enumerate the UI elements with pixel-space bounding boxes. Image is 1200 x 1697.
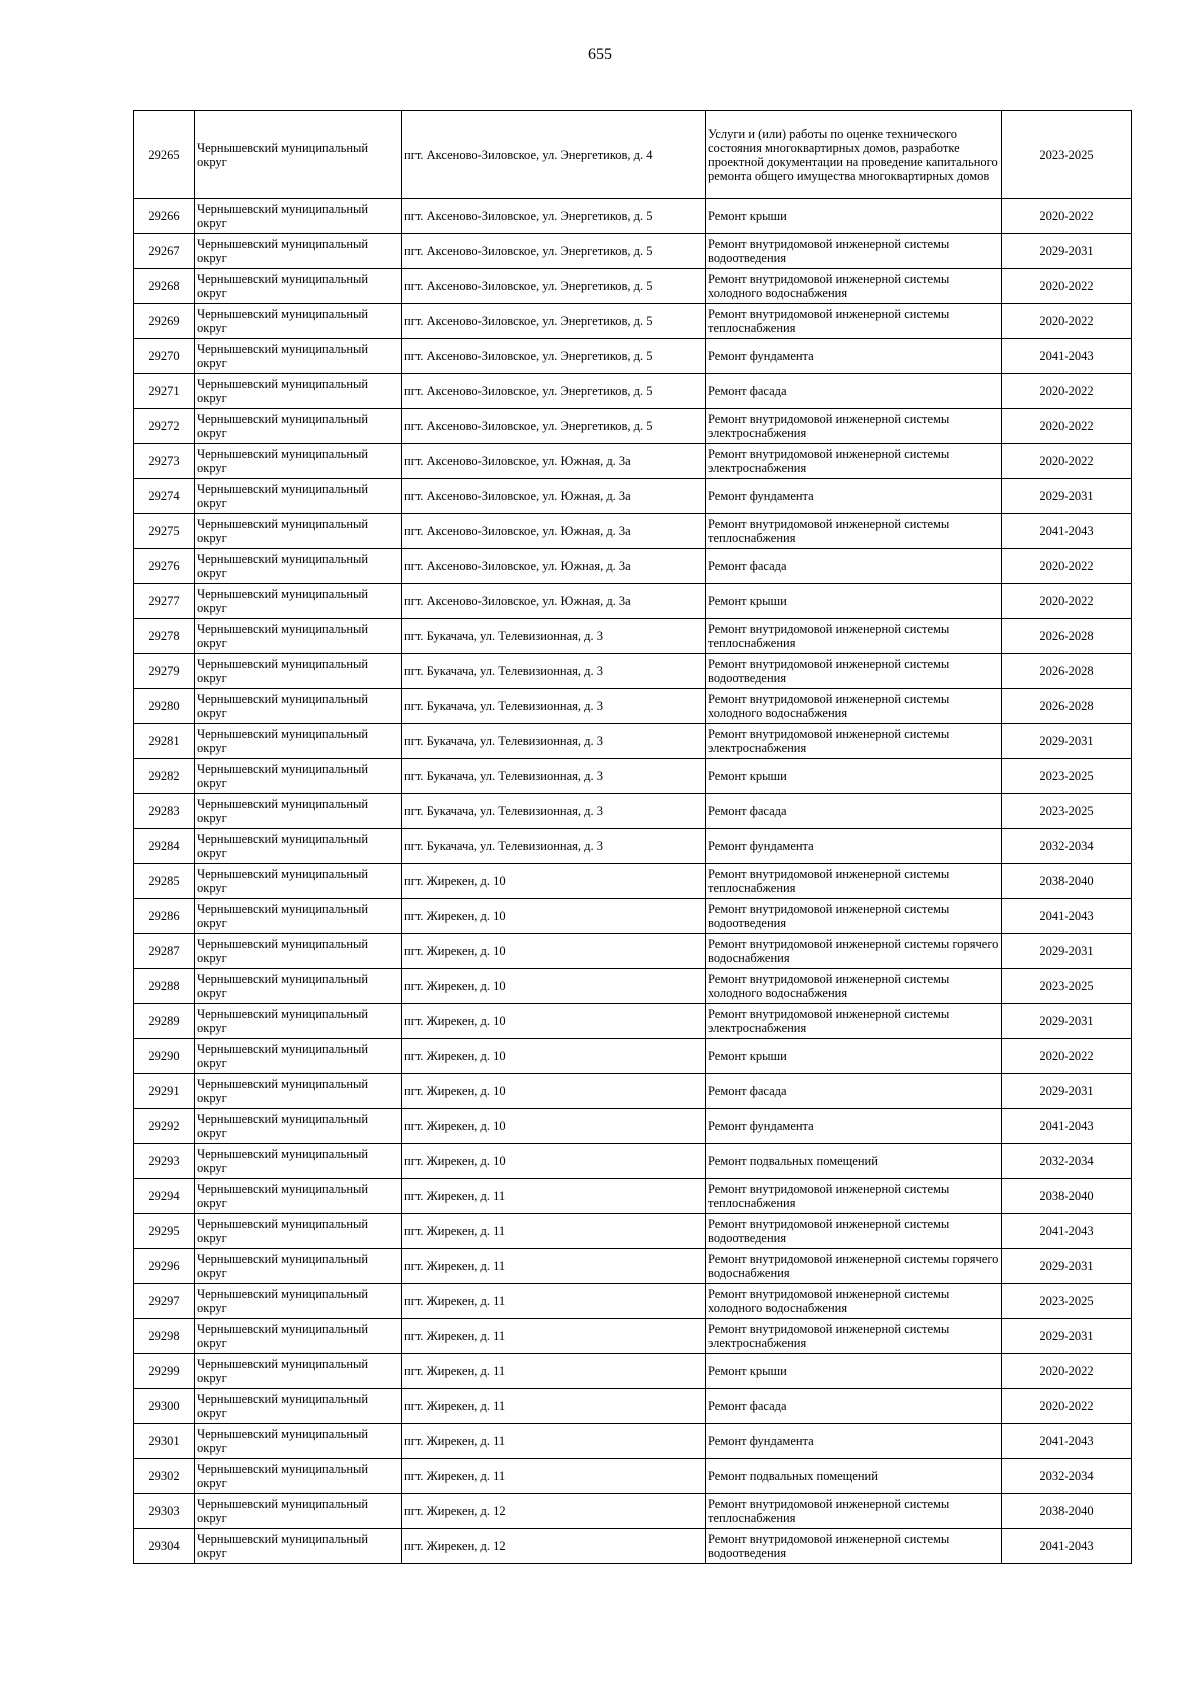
- row-number-cell: 29290: [134, 1039, 195, 1074]
- work-type-cell: Ремонт фундамента: [706, 479, 1002, 514]
- table-row: [134, 1354, 1132, 1389]
- row-number-cell: 29269: [134, 304, 195, 339]
- row-number-cell: 29278: [134, 619, 195, 654]
- district-cell: Чернышевский муниципальный округ: [195, 969, 402, 1004]
- address-cell: пгт. Аксеново-Зиловское, ул. Энергетиков, д. 5: [402, 199, 706, 234]
- address-cell: пгт. Жирекен, д. 10: [402, 969, 706, 1004]
- district-cell: Чернышевский муниципальный округ: [195, 759, 402, 794]
- period-cell: 2020-2022: [1002, 199, 1132, 234]
- table-row: [134, 584, 1132, 619]
- work-type-cell: Ремонт внутридомовой инженерной системы горячего водоснабжения: [706, 1249, 1002, 1284]
- table-row: [134, 234, 1132, 269]
- work-type-cell: Ремонт внутридомовой инженерной системы электроснабжения: [706, 1319, 1002, 1354]
- work-type-cell: Ремонт крыши: [706, 1354, 1002, 1389]
- table-row: [134, 1494, 1132, 1529]
- row-number-cell: 29272: [134, 409, 195, 444]
- table-row: [134, 1214, 1132, 1249]
- district-cell: Чернышевский муниципальный округ: [195, 1249, 402, 1284]
- row-number-cell: 29297: [134, 1284, 195, 1319]
- table-row: [134, 269, 1132, 304]
- work-type-cell: Ремонт внутридомовой инженерной системы электроснабжения: [706, 409, 1002, 444]
- work-type-cell: Ремонт внутридомовой инженерной системы теплоснабжения: [706, 1179, 1002, 1214]
- table-row: [134, 1039, 1132, 1074]
- period-cell: 2041-2043: [1002, 899, 1132, 934]
- period-cell: 2020-2022: [1002, 374, 1132, 409]
- district-cell: Чернышевский муниципальный округ: [195, 1144, 402, 1179]
- district-cell: Чернышевский муниципальный округ: [195, 1389, 402, 1424]
- table-row: [134, 514, 1132, 549]
- table-row: [134, 444, 1132, 479]
- work-type-cell: Ремонт внутридомовой инженерной системы водоотведения: [706, 899, 1002, 934]
- address-cell: пгт. Жирекен, д. 10: [402, 864, 706, 899]
- period-cell: 2020-2022: [1002, 269, 1132, 304]
- table-row: [134, 549, 1132, 584]
- row-number-cell: 29276: [134, 549, 195, 584]
- period-cell: 2020-2022: [1002, 1389, 1132, 1424]
- row-number-cell: 29295: [134, 1214, 195, 1249]
- page-number: 655: [588, 46, 612, 63]
- address-cell: пгт. Жирекен, д. 11: [402, 1459, 706, 1494]
- work-type-cell: Ремонт фасада: [706, 1074, 1002, 1109]
- period-cell: 2020-2022: [1002, 549, 1132, 584]
- period-cell: 2023-2025: [1002, 759, 1132, 794]
- row-number-cell: 29301: [134, 1424, 195, 1459]
- work-type-cell: Ремонт фасада: [706, 794, 1002, 829]
- period-cell: 2020-2022: [1002, 1039, 1132, 1074]
- table-row: [134, 1319, 1132, 1354]
- address-cell: пгт. Букачача, ул. Телевизионная, д. 3: [402, 619, 706, 654]
- period-cell: 2029-2031: [1002, 1004, 1132, 1039]
- district-cell: Чернышевский муниципальный округ: [195, 829, 402, 864]
- work-type-cell: Ремонт внутридомовой инженерной системы горячего водоснабжения: [706, 934, 1002, 969]
- address-cell: пгт. Жирекен, д. 10: [402, 1004, 706, 1039]
- period-cell: 2029-2031: [1002, 479, 1132, 514]
- work-type-cell: Ремонт фасада: [706, 1389, 1002, 1424]
- row-number-cell: 29288: [134, 969, 195, 1004]
- row-number-cell: 29287: [134, 934, 195, 969]
- district-cell: Чернышевский муниципальный округ: [195, 794, 402, 829]
- district-cell: Чернышевский муниципальный округ: [195, 444, 402, 479]
- table-row: [134, 1459, 1132, 1494]
- table-row: [134, 1529, 1132, 1564]
- row-number-cell: 29294: [134, 1179, 195, 1214]
- district-cell: Чернышевский муниципальный округ: [195, 234, 402, 269]
- table-row: [134, 759, 1132, 794]
- address-cell: пгт. Жирекен, д. 12: [402, 1529, 706, 1564]
- period-cell: 2026-2028: [1002, 689, 1132, 724]
- address-cell: пгт. Жирекен, д. 10: [402, 1039, 706, 1074]
- table-row: [134, 1424, 1132, 1459]
- table-row: [134, 1074, 1132, 1109]
- address-cell: пгт. Аксеново-Зиловское, ул. Энергетиков, д. 5: [402, 374, 706, 409]
- district-cell: Чернышевский муниципальный округ: [195, 549, 402, 584]
- row-number-cell: 29271: [134, 374, 195, 409]
- period-cell: 2029-2031: [1002, 1074, 1132, 1109]
- period-cell: 2023-2025: [1002, 969, 1132, 1004]
- district-cell: Чернышевский муниципальный округ: [195, 899, 402, 934]
- work-type-cell: Ремонт подвальных помещений: [706, 1144, 1002, 1179]
- period-cell: 2032-2034: [1002, 1459, 1132, 1494]
- work-type-cell: Ремонт фундамента: [706, 829, 1002, 864]
- district-cell: Чернышевский муниципальный округ: [195, 1039, 402, 1074]
- period-cell: 2026-2028: [1002, 619, 1132, 654]
- period-cell: 2041-2043: [1002, 514, 1132, 549]
- period-cell: 2029-2031: [1002, 234, 1132, 269]
- district-cell: Чернышевский муниципальный округ: [195, 1529, 402, 1564]
- address-cell: пгт. Аксеново-Зиловское, ул. Южная, д. 3а: [402, 479, 706, 514]
- row-number-cell: 29303: [134, 1494, 195, 1529]
- address-cell: пгт. Аксеново-Зиловское, ул. Южная, д. 3а: [402, 514, 706, 549]
- work-type-cell: Ремонт фасада: [706, 374, 1002, 409]
- district-cell: Чернышевский муниципальный округ: [195, 374, 402, 409]
- address-cell: пгт. Букачача, ул. Телевизионная, д. 3: [402, 724, 706, 759]
- address-cell: пгт. Аксеново-Зиловское, ул. Энергетиков, д. 5: [402, 409, 706, 444]
- district-cell: Чернышевский муниципальный округ: [195, 1354, 402, 1389]
- district-cell: Чернышевский муниципальный округ: [195, 1109, 402, 1144]
- district-cell: Чернышевский муниципальный округ: [195, 339, 402, 374]
- row-number-cell: 29292: [134, 1109, 195, 1144]
- table-row: [134, 1004, 1132, 1039]
- period-cell: 2023-2025: [1002, 1284, 1132, 1319]
- work-type-cell: Ремонт внутридомовой инженерной системы теплоснабжения: [706, 864, 1002, 899]
- row-number-cell: 29284: [134, 829, 195, 864]
- period-cell: 2038-2040: [1002, 1179, 1132, 1214]
- work-type-cell: Ремонт внутридомовой инженерной системы электроснабжения: [706, 724, 1002, 759]
- row-number-cell: 29291: [134, 1074, 195, 1109]
- table-row: [134, 1284, 1132, 1319]
- address-cell: пгт. Жирекен, д. 11: [402, 1319, 706, 1354]
- address-cell: пгт. Жирекен, д. 11: [402, 1179, 706, 1214]
- address-cell: пгт. Жирекен, д. 11: [402, 1214, 706, 1249]
- row-number-cell: 29293: [134, 1144, 195, 1179]
- district-cell: Чернышевский муниципальный округ: [195, 1004, 402, 1039]
- work-type-cell: Ремонт внутридомовой инженерной системы теплоснабжения: [706, 304, 1002, 339]
- table-row: [134, 724, 1132, 759]
- table-row: [134, 304, 1132, 339]
- address-cell: пгт. Жирекен, д. 11: [402, 1424, 706, 1459]
- row-number-cell: 29280: [134, 689, 195, 724]
- table-row: [134, 339, 1132, 374]
- work-type-cell: Ремонт крыши: [706, 759, 1002, 794]
- row-number-cell: 29273: [134, 444, 195, 479]
- address-cell: пгт. Букачача, ул. Телевизионная, д. 3: [402, 794, 706, 829]
- work-type-cell: Ремонт внутридомовой инженерной системы водоотведения: [706, 234, 1002, 269]
- work-type-cell: Ремонт внутридомовой инженерной системы холодного водоснабжения: [706, 1284, 1002, 1319]
- row-number-cell: 29285: [134, 864, 195, 899]
- work-type-cell: Ремонт внутридомовой инженерной системы теплоснабжения: [706, 619, 1002, 654]
- period-cell: 2041-2043: [1002, 1424, 1132, 1459]
- work-type-cell: Ремонт крыши: [706, 1039, 1002, 1074]
- address-cell: пгт. Букачача, ул. Телевизионная, д. 3: [402, 829, 706, 864]
- table-row: [134, 409, 1132, 444]
- district-cell: Чернышевский муниципальный округ: [195, 1179, 402, 1214]
- table-row: [134, 619, 1132, 654]
- district-cell: Чернышевский муниципальный округ: [195, 269, 402, 304]
- period-cell: 2029-2031: [1002, 724, 1132, 759]
- work-type-cell: Ремонт фасада: [706, 549, 1002, 584]
- period-cell: 2020-2022: [1002, 409, 1132, 444]
- repair-schedule-table: [133, 110, 1132, 1564]
- district-cell: Чернышевский муниципальный округ: [195, 1494, 402, 1529]
- table-row: [134, 899, 1132, 934]
- district-cell: Чернышевский муниципальный округ: [195, 199, 402, 234]
- address-cell: пгт. Жирекен, д. 10: [402, 1109, 706, 1144]
- district-cell: Чернышевский муниципальный округ: [195, 654, 402, 689]
- address-cell: пгт. Жирекен, д. 10: [402, 934, 706, 969]
- table-body: [134, 111, 1132, 1564]
- work-type-cell: Ремонт внутридомовой инженерной системы теплоснабжения: [706, 514, 1002, 549]
- row-number-cell: 29286: [134, 899, 195, 934]
- address-cell: пгт. Жирекен, д. 12: [402, 1494, 706, 1529]
- address-cell: пгт. Аксеново-Зиловское, ул. Южная, д. 3а: [402, 549, 706, 584]
- table-row: [134, 199, 1132, 234]
- district-cell: Чернышевский муниципальный округ: [195, 1074, 402, 1109]
- period-cell: 2032-2034: [1002, 1144, 1132, 1179]
- period-cell: 2029-2031: [1002, 1319, 1132, 1354]
- district-cell: Чернышевский муниципальный округ: [195, 409, 402, 444]
- work-type-cell: Ремонт подвальных помещений: [706, 1459, 1002, 1494]
- work-type-cell: Ремонт внутридомовой инженерной системы водоотведения: [706, 1214, 1002, 1249]
- table-row: [134, 1109, 1132, 1144]
- table-row: [134, 374, 1132, 409]
- work-type-cell: Ремонт внутридомовой инженерной системы водоотведения: [706, 1529, 1002, 1564]
- row-number-cell: 29266: [134, 199, 195, 234]
- table-row: [134, 864, 1132, 899]
- row-number-cell: 29277: [134, 584, 195, 619]
- table-row: [134, 689, 1132, 724]
- table-row: [134, 1144, 1132, 1179]
- district-cell: Чернышевский муниципальный округ: [195, 514, 402, 549]
- period-cell: 2026-2028: [1002, 654, 1132, 689]
- address-cell: пгт. Аксеново-Зиловское, ул. Энергетиков, д. 4: [402, 111, 706, 199]
- period-cell: 2020-2022: [1002, 584, 1132, 619]
- work-type-cell: Ремонт внутридомовой инженерной системы водоотведения: [706, 654, 1002, 689]
- address-cell: пгт. Жирекен, д. 10: [402, 899, 706, 934]
- address-cell: пгт. Аксеново-Зиловское, ул. Южная, д. 3а: [402, 444, 706, 479]
- district-cell: Чернышевский муниципальный округ: [195, 584, 402, 619]
- address-cell: пгт. Букачача, ул. Телевизионная, д. 3: [402, 689, 706, 724]
- address-cell: пгт. Жирекен, д. 10: [402, 1144, 706, 1179]
- work-type-cell: Ремонт фундамента: [706, 1424, 1002, 1459]
- row-number-cell: 29267: [134, 234, 195, 269]
- work-type-cell: Ремонт крыши: [706, 199, 1002, 234]
- work-type-cell: Ремонт фундамента: [706, 339, 1002, 374]
- period-cell: 2032-2034: [1002, 829, 1132, 864]
- row-number-cell: 29275: [134, 514, 195, 549]
- table-row: [134, 1179, 1132, 1214]
- address-cell: пгт. Букачача, ул. Телевизионная, д. 3: [402, 759, 706, 794]
- row-number-cell: 29274: [134, 479, 195, 514]
- table-row: [134, 1249, 1132, 1284]
- row-number-cell: 29283: [134, 794, 195, 829]
- district-cell: Чернышевский муниципальный округ: [195, 1214, 402, 1249]
- table-row: [134, 654, 1132, 689]
- district-cell: Чернышевский муниципальный округ: [195, 1319, 402, 1354]
- table-row: [134, 794, 1132, 829]
- district-cell: Чернышевский муниципальный округ: [195, 479, 402, 514]
- row-number-cell: 29265: [134, 111, 195, 199]
- period-cell: 2023-2025: [1002, 794, 1132, 829]
- row-number-cell: 29300: [134, 1389, 195, 1424]
- work-type-cell: Ремонт внутридомовой инженерной системы электроснабжения: [706, 1004, 1002, 1039]
- table-row: [134, 934, 1132, 969]
- district-cell: Чернышевский муниципальный округ: [195, 111, 402, 199]
- district-cell: Чернышевский муниципальный округ: [195, 1459, 402, 1494]
- row-number-cell: 29298: [134, 1319, 195, 1354]
- address-cell: пгт. Аксеново-Зиловское, ул. Южная, д. 3а: [402, 584, 706, 619]
- work-type-cell: Ремонт внутридомовой инженерной системы холодного водоснабжения: [706, 969, 1002, 1004]
- row-number-cell: 29281: [134, 724, 195, 759]
- period-cell: 2023-2025: [1002, 111, 1132, 199]
- district-cell: Чернышевский муниципальный округ: [195, 934, 402, 969]
- row-number-cell: 29304: [134, 1529, 195, 1564]
- address-cell: пгт. Аксеново-Зиловское, ул. Энергетиков, д. 5: [402, 304, 706, 339]
- address-cell: пгт. Аксеново-Зиловское, ул. Энергетиков, д. 5: [402, 339, 706, 374]
- address-cell: пгт. Жирекен, д. 11: [402, 1354, 706, 1389]
- row-number-cell: 29270: [134, 339, 195, 374]
- period-cell: 2029-2031: [1002, 1249, 1132, 1284]
- row-number-cell: 29279: [134, 654, 195, 689]
- table-row: [134, 829, 1132, 864]
- table-row: [134, 969, 1132, 1004]
- row-number-cell: 29282: [134, 759, 195, 794]
- work-type-cell: Ремонт внутридомовой инженерной системы холодного водоснабжения: [706, 269, 1002, 304]
- table-row: [134, 111, 1132, 199]
- work-type-cell: Ремонт фундамента: [706, 1109, 1002, 1144]
- table-row: [134, 1389, 1132, 1424]
- district-cell: Чернышевский муниципальный округ: [195, 724, 402, 759]
- period-cell: 2041-2043: [1002, 339, 1132, 374]
- row-number-cell: 29299: [134, 1354, 195, 1389]
- period-cell: 2020-2022: [1002, 1354, 1132, 1389]
- row-number-cell: 29289: [134, 1004, 195, 1039]
- period-cell: 2029-2031: [1002, 934, 1132, 969]
- row-number-cell: 29302: [134, 1459, 195, 1494]
- period-cell: 2041-2043: [1002, 1109, 1132, 1144]
- address-cell: пгт. Аксеново-Зиловское, ул. Энергетиков, д. 5: [402, 234, 706, 269]
- period-cell: 2020-2022: [1002, 444, 1132, 479]
- district-cell: Чернышевский муниципальный округ: [195, 1284, 402, 1319]
- period-cell: 2041-2043: [1002, 1529, 1132, 1564]
- work-type-cell: Ремонт крыши: [706, 584, 1002, 619]
- work-type-cell: Ремонт внутридомовой инженерной системы холодного водоснабжения: [706, 689, 1002, 724]
- address-cell: пгт. Жирекен, д. 11: [402, 1284, 706, 1319]
- table-row: [134, 479, 1132, 514]
- work-type-cell: Ремонт внутридомовой инженерной системы теплоснабжения: [706, 1494, 1002, 1529]
- address-cell: пгт. Жирекен, д. 11: [402, 1389, 706, 1424]
- district-cell: Чернышевский муниципальный округ: [195, 1424, 402, 1459]
- district-cell: Чернышевский муниципальный округ: [195, 619, 402, 654]
- period-cell: 2038-2040: [1002, 864, 1132, 899]
- row-number-cell: 29268: [134, 269, 195, 304]
- district-cell: Чернышевский муниципальный округ: [195, 864, 402, 899]
- address-cell: пгт. Букачача, ул. Телевизионная, д. 3: [402, 654, 706, 689]
- period-cell: 2041-2043: [1002, 1214, 1132, 1249]
- address-cell: пгт. Жирекен, д. 11: [402, 1249, 706, 1284]
- work-type-cell: Услуги и (или) работы по оценке технического состояния многоквартирных домов, разработке проектной документации на проведение капитального ремонта общего имущества многоквартирных домов: [706, 111, 1002, 199]
- work-type-cell: Ремонт внутридомовой инженерной системы электроснабжения: [706, 444, 1002, 479]
- address-cell: пгт. Аксеново-Зиловское, ул. Энергетиков, д. 5: [402, 269, 706, 304]
- period-cell: 2020-2022: [1002, 304, 1132, 339]
- address-cell: пгт. Жирекен, д. 10: [402, 1074, 706, 1109]
- period-cell: 2038-2040: [1002, 1494, 1132, 1529]
- district-cell: Чернышевский муниципальный округ: [195, 689, 402, 724]
- row-number-cell: 29296: [134, 1249, 195, 1284]
- district-cell: Чернышевский муниципальный округ: [195, 304, 402, 339]
